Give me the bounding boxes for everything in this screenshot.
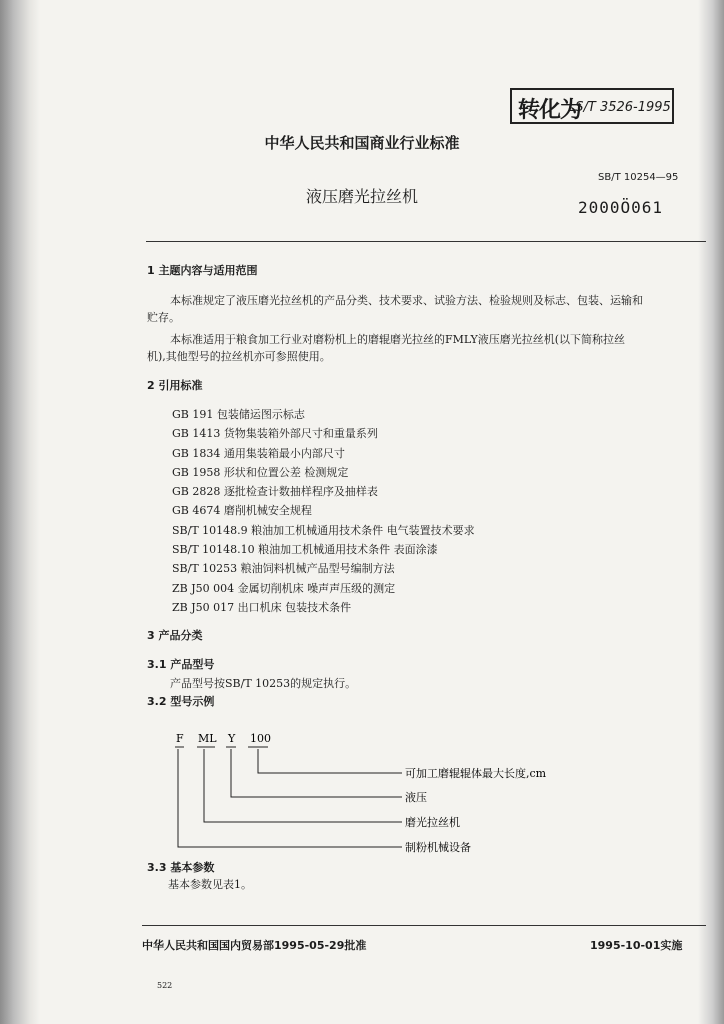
page-title: 液压磨光拉丝机 bbox=[305, 187, 418, 206]
reference-item: GB 1834 通用集装箱最小内部尺寸 bbox=[172, 446, 345, 460]
section-3-heading: 3 产品分类 bbox=[147, 629, 203, 642]
model-label-machine: 磨光拉丝机 bbox=[405, 816, 460, 829]
reference-item: SB/T 10148.9 粮油加工机械通用技术条件 电气装置技术要求 bbox=[172, 523, 475, 537]
model-code-y: Y bbox=[228, 732, 236, 745]
section-3-1-text: 产品型号按SB/T 10253的规定执行。 bbox=[170, 677, 357, 690]
model-code-100: 100 bbox=[250, 732, 271, 745]
reference-item: GB 191 包装储运图示标志 bbox=[172, 408, 305, 421]
section-1-para-2-line-2: 机),其他型号的拉丝机亦可参照使用。 bbox=[147, 350, 331, 363]
reference-item: ZB J50 004 金属切削机床 噪声声压级的测定 bbox=[172, 581, 396, 595]
model-label-equipment: 制粉机械设备 bbox=[405, 841, 471, 854]
reference-item: SB/T 10253 粮油饲料机械产品型号编制方法 bbox=[172, 562, 395, 576]
reference-item: SB/T 10148.10 粮油加工机械通用技术条件 表面涂漆 bbox=[172, 543, 438, 557]
approval-line: 中华人民共和国国内贸易部1995-05-29批准 bbox=[142, 939, 367, 952]
reference-item: GB 1958 形状和位置公差 检测规定 bbox=[172, 465, 349, 479]
model-label-length: 可加工磨辊辊体最大长度,cm bbox=[405, 767, 547, 780]
reference-item: GB 2828 逐批检查计数抽样程序及抽样表 bbox=[172, 485, 378, 499]
page-number: 522 bbox=[157, 981, 173, 990]
section-2-heading: 2 引用标准 bbox=[147, 379, 203, 392]
handwritten-number: 2000Ö061 bbox=[578, 198, 664, 217]
section-1-para-2-line-1: 本标准适用于粮食加工行业对磨粉机上的磨辊磨光拉丝的FMLY液压磨光拉丝机(以下简称拉丝 bbox=[170, 333, 626, 346]
model-connector-lines bbox=[175, 747, 402, 847]
stamp-ref-text: LS/T 3526-1995 bbox=[568, 100, 671, 115]
section-3-1-heading: 3.1 产品型号 bbox=[147, 658, 215, 671]
section-1-para-1-line-1: 本标准规定了液压磨光拉丝机的产品分类、技术要求、试验方法、检验规则及标志、包装、运输和 bbox=[170, 294, 643, 307]
section-1-heading: 1 主题内容与适用范围 bbox=[147, 264, 258, 277]
section-3-2-heading: 3.2 型号示例 bbox=[147, 695, 215, 708]
standard-type: 中华人民共和国商业行业标准 bbox=[264, 134, 460, 152]
reference-item: GB 1413 货物集装箱外部尺寸和重量系列 bbox=[172, 427, 378, 441]
standard-number: SB/T 10254—95 bbox=[598, 172, 679, 183]
section-3-3-text: 基本参数见表1。 bbox=[168, 878, 252, 891]
section-3-3-heading: 3.3 基本参数 bbox=[147, 861, 215, 874]
section-1-para-1-line-2: 贮存。 bbox=[147, 311, 180, 324]
effective-date: 1995-10-01实施 bbox=[590, 939, 683, 952]
reference-item: GB 4674 磨削机械安全规程 bbox=[172, 504, 312, 518]
model-label-hydraulic: 液压 bbox=[405, 791, 427, 804]
model-code-ml: ML bbox=[198, 732, 217, 745]
stamp-main-text: 转化为 bbox=[518, 98, 582, 123]
model-code-f: F bbox=[176, 732, 184, 745]
reference-item: ZB J50 017 出口机床 包装技术条件 bbox=[172, 600, 352, 614]
footer-divider bbox=[142, 925, 706, 926]
